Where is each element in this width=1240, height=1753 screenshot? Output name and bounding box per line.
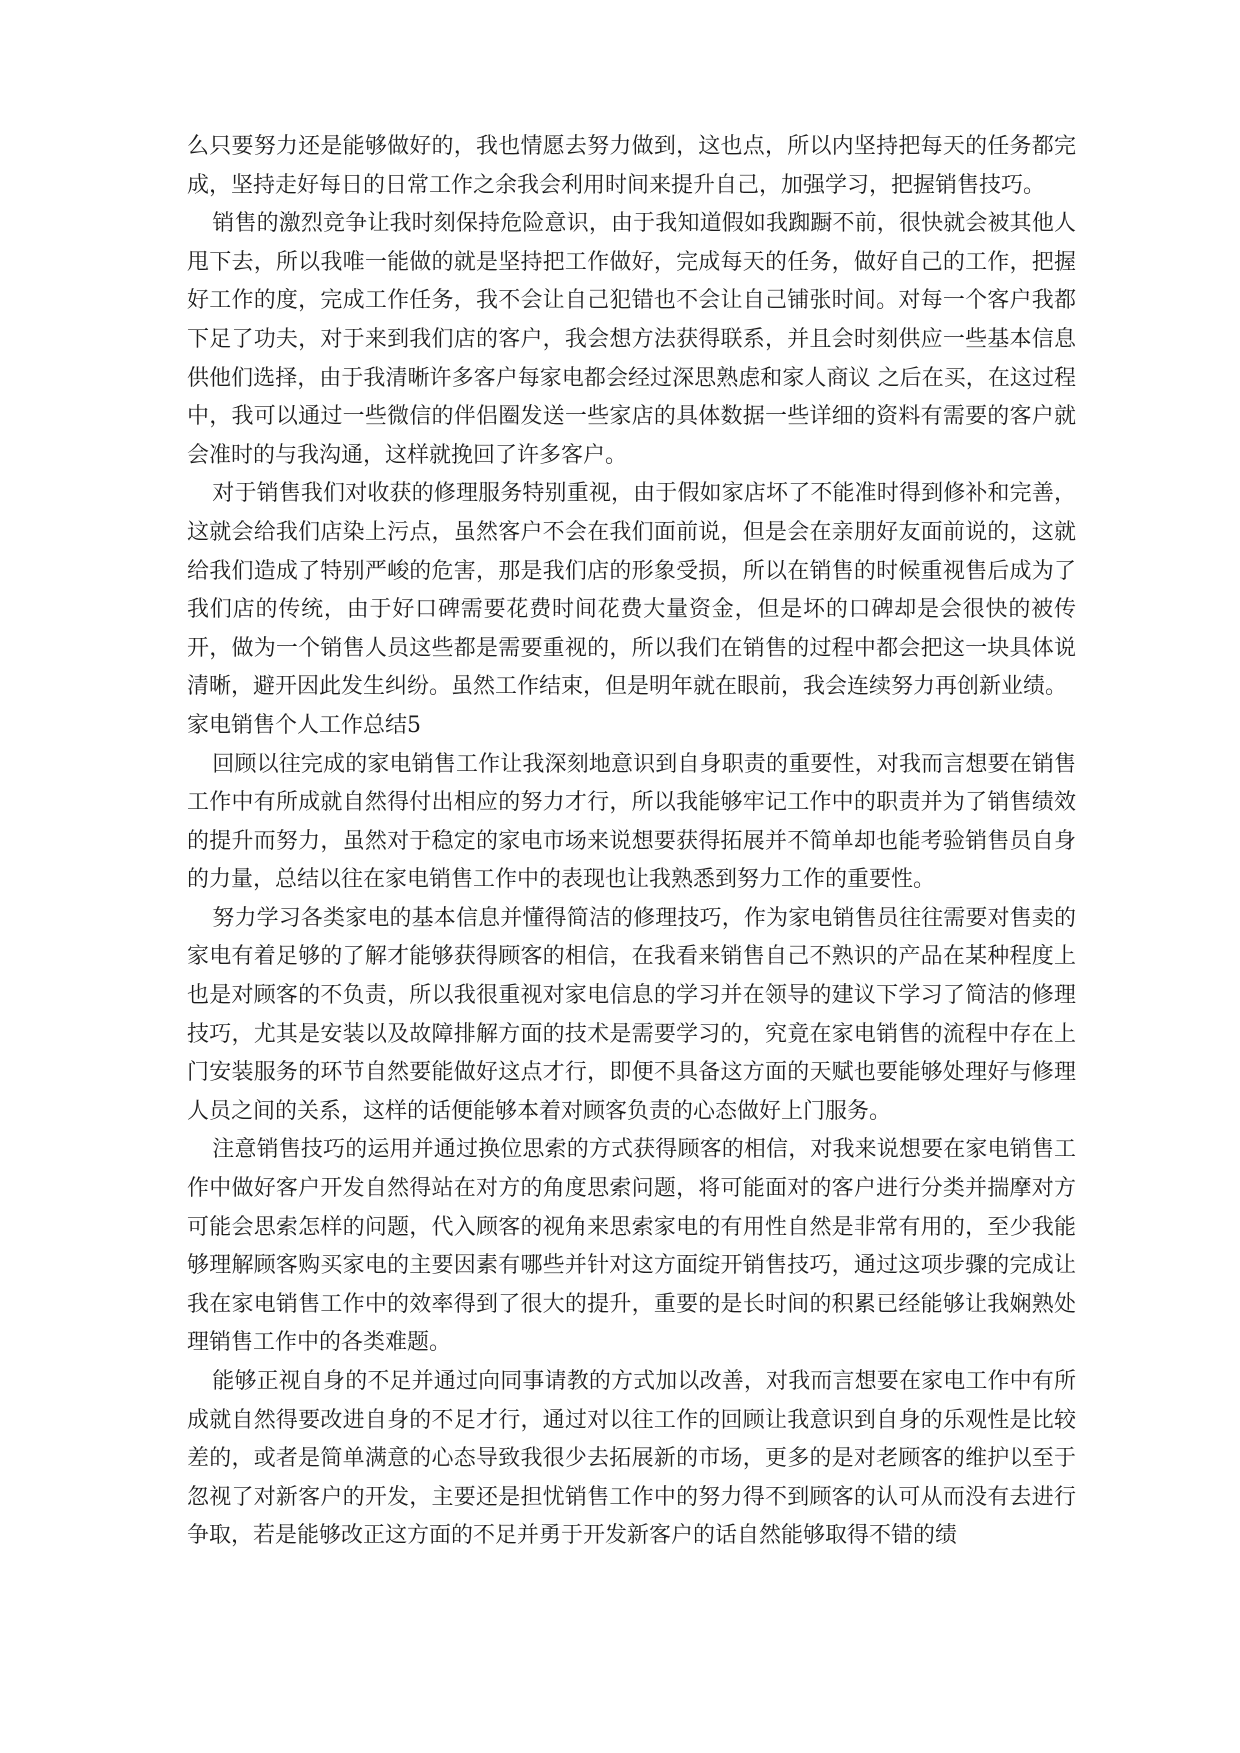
- paragraph: 对于销售我们对收获的修理服务特别重视，由于假如家店坏了不能准时得到修补和完善，这就会给我们店染上污点，虽然客户不会在我们面前说，但是会在亲朋好友面前说的，这就给我们造成了特别严峻的危害，那是我们店的形象受损，所以在销售的时候重视售后成为了我们店的传统，由于好口碑需要花费时间花费大量资金，但是坏的口碑却是会很快的被传开，做为一个销售人员这些都是需要重视的，所以我们在销售的过程中都会把这一块具体说清晰，避开因此发生纠纷。虽然工作结束，但是明年就在眼前，我会连续努力再创新业绩。: [187, 481, 1076, 700]
- paragraph: 销售的激烈竞争让我时刻保持危险意识，由于我知道假如我踟蹰不前，很快就会被其他人甩下去，所以我唯一能做的就是坚持把工作做好，完成每天的任务，做好自己的工作，把握好工作的度，完成工作任务，我不会让自己犯错也不会让自己铺张时间。对每一个客户我都下足了功夫，对于来到我们店的客户，我会想方法获得联系，并且会时刻供应一些基本信息供他们选择，由于我清晰许多客户每家电都会经过深思熟虑和家人商议 之后在买，在这过程中，我可以通过一些微信的伴侣圈发送一些家店的具体数据一些详细的资料有需要的客户就会准时的与我沟通，这样就挽回了许多客户。: [187, 211, 1076, 468]
- paragraph: 努力学习各类家电的基本信息并懂得简洁的修理技巧，作为家电销售员往往需要对售卖的家电有着足够的了解才能够获得顾客的相信，在我看来销售自己不熟识的产品在某种程度上也是对顾客的不负责，所以我很重视对家电信息的学习并在领导的建议下学习了简洁的修理技巧，尤其是安装以及故障排解方面的技术是需要学习的，究竟在家电销售的流程中存在上门安装服务的环节自然要能做好这点才行，即便不具备这方面的天赋也要能够处理好与修理人员之间的关系，这样的话便能够本着对顾客负责的心态做好上门服务。: [187, 905, 1076, 1124]
- paragraph: 注意销售技巧的运用并通过换位思索的方式获得顾客的相信，对我来说想要在家电销售工作中做好客户开发自然得站在对方的角度思索问题，将可能面对的客户进行分类并揣摩对方可能会思索怎样的问题，代入顾客的视角来思索家电的有用性自然是非常有用的，至少我能够理解顾客购买家电的主要因素有哪些并针对这方面绽开销售技巧，通过这项步骤的完成让我在家电销售工作中的效率得到了很大的提升，重要的是长时间的积累已经能够让我娴熟处理销售工作中的各类难题。: [187, 1137, 1076, 1356]
- paragraph-continuation: 么只要努力还是能够做好的，我也情愿去努力做到，这也点，所以内坚持把每天的任务都完成，坚持走好每日的日常工作之余我会利用时间来提升自己，加强学习，把握销售技巧。: [187, 134, 1076, 198]
- document-body: [187, 128, 1076, 1556]
- paragraph: 回顾以往完成的家电销售工作让我深刻地意识到自身职责的重要性，对我而言想要在销售工作中有所成就自然得付出相应的努力才行，所以我能够牢记工作中的职责并为了销售绩效的提升而努力，虽然对于稳定的家电市场来说想要获得拓展并不简单却也能考验销售员自身的力量，总结以往在家电销售工作中的表现也让我熟悉到努力工作的重要性。: [187, 751, 1076, 893]
- paragraph: 能够正视自身的不足并通过向同事请教的方式加以改善，对我而言想要在家电工作中有所成就自然得要改进自身的不足才行，通过对以往工作的回顾让我意识到自身的乐观性是比较差的，或者是简单满意的心态导致我很少去拓展新的市场，更多的是对老顾客的维护以至于忽视了对新客户的开发，主要还是担忧销售工作中的努力得不到顾客的认可从而没有去进行争取，若是能够改正这方面的不足并勇于开发新客户的话自然能够取得不错的绩: [187, 1369, 1076, 1549]
- section-heading: 家电销售个人工作总结5: [187, 712, 421, 738]
